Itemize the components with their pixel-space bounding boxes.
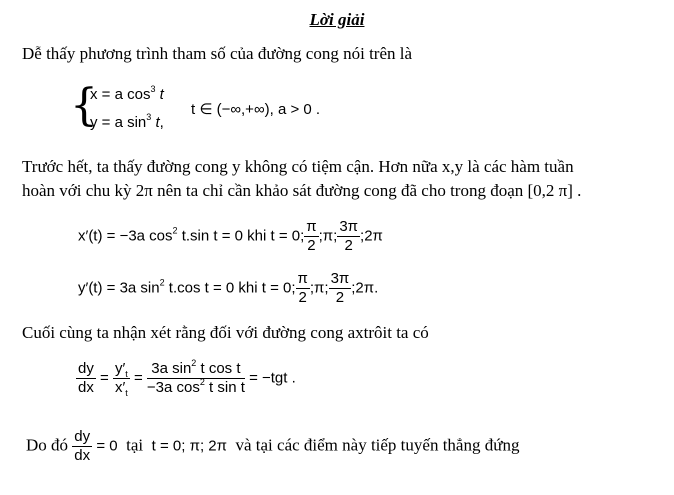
fraction-trig-ratio: $\frac{3a \sin^2 t \cos t}{-3a \cos^2 t \sin t}$ — [146, 358, 245, 396]
x-derivative-equation: x′(t) = −3a $\cos^2 t.\sin$ t = 0 khi t = 0; $\frac{\pi}{2}$ ;π; $\frac{3\pi}{2}$ ;2π — [78, 218, 383, 254]
fraction-pi-2: $\frac{\pi}{2}$ — [297, 270, 308, 306]
fraction-yt-xt: $\frac{y'_t}{x'_t}$ — [114, 360, 128, 398]
para2-line1: Trước hết, ta thấy đường cong y không có tiệm cận. Hơn nữa x,y là các hàm tuần — [22, 157, 574, 176]
fraction-dy-dx: $\frac{dy}{dx}$ — [74, 428, 91, 464]
y-derivative-equation: y′(t) = 3a $\sin^2 t.\cos$ t = 0 khi t = 0; $\frac{\pi}{2}$ ;π; $\frac{3\pi}{2}$ ;2π. — [78, 270, 379, 306]
fraction-3pi-2: $\frac{3\pi}{2}$ — [330, 270, 350, 306]
fraction-3pi-2: $\frac{3\pi}{2}$ — [339, 218, 359, 254]
fraction-dy-dx: $\frac{dy}{dx}$ — [78, 360, 94, 396]
system-y-equation: y = a $\sin^3 t$, — [90, 112, 164, 131]
para3-text: Cuối cùng ta nhận xét rằng đối với đường cong axtrôit ta có — [22, 323, 429, 342]
fraction-pi-2: $\frac{\pi}{2}$ — [306, 218, 317, 254]
final-line: Do đó $\frac{dy}{dx}$ = 0 tại t = 0; π; 2π và tại các điểm này tiếp tuyến thẳng đứng — [26, 428, 520, 464]
para2-line2: hoàn với chu kỳ 2π nên ta chỉ cần khảo sát đường cong đã cho trong đoạn [0,2 π] . — [22, 181, 582, 200]
dydx-equation: $\frac{dy}{dx}$ = $\frac{y'_t}{x'_t}$ = $\frac{3a \sin^2 t \cos t}{-3a \cos^2 t \sin t}$ = −tgt . — [78, 358, 296, 398]
page-title: Lời giải — [309, 10, 365, 29]
system-domain: t ∈ (−∞,+∞), a > 0 . — [191, 101, 321, 118]
intro-text: Dễ thấy phương trình tham số của đường cong nói trên là — [22, 44, 413, 63]
system-brace: { — [70, 80, 98, 131]
system-x-equation: x = a $\cos^3 t$ — [90, 84, 164, 103]
